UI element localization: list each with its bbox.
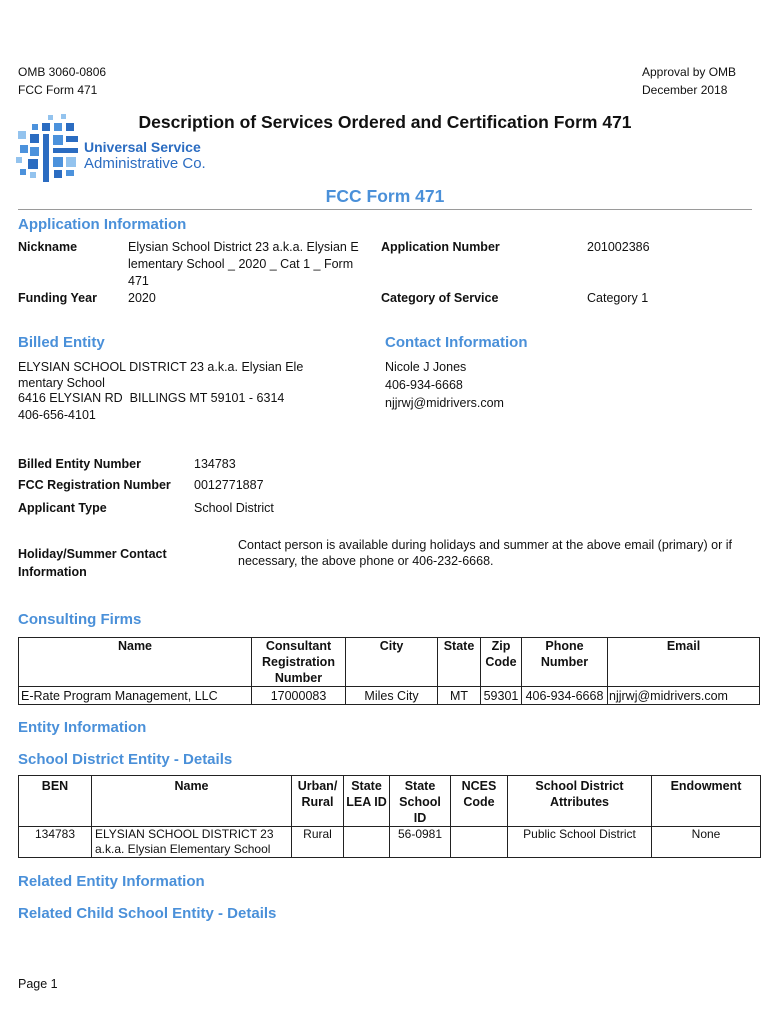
endowment-cell: None (652, 827, 761, 858)
consultant-name-cell: E-Rate Program Management, LLC (19, 687, 252, 705)
category-of-service-value: Category 1 (587, 291, 649, 305)
related-child-school-entity-details-heading: Related Child School Entity - Details (18, 905, 277, 922)
column-header-nces-code: NCES Code (451, 776, 508, 827)
column-header-consultant-registration-number: Consultant Registration Number (252, 638, 346, 687)
logo-name-line1: Universal Service (84, 139, 201, 155)
applicant-type-label: Applicant Type (18, 501, 107, 515)
logo-square (16, 157, 22, 163)
billed-entity-name: ELYSIAN SCHOOL DISTRICT 23 a.k.a. Elysian Ele mentary School (18, 360, 304, 390)
billed-entity-number-label: Billed Entity Number (18, 457, 141, 471)
column-header-school-district-attributes: School District Attributes (508, 776, 652, 827)
logo-square (30, 147, 39, 156)
column-header-ben: BEN (19, 776, 92, 827)
column-header-urban-rural: Urban/ Rural (292, 776, 344, 827)
page-number: Page 1 (18, 977, 58, 991)
logo-square (30, 172, 36, 178)
logo-square (20, 169, 26, 175)
holiday-summer-contact-value: Contact person is available during holidays and summer at the above email (primary) or if necessary, the above phone or 406-232-6668. (238, 538, 732, 568)
consultant-zip-code-cell: 59301 (481, 687, 522, 705)
entity-information-heading: Entity Information (18, 719, 147, 736)
state-lea-id-cell (344, 827, 390, 858)
ben-cell: 134783 (19, 827, 92, 858)
column-header-name: Name (92, 776, 292, 827)
urban-rural-cell: Rural (292, 827, 344, 858)
contact-phone: 406-934-6668 (385, 378, 463, 392)
column-header-name: Name (19, 638, 252, 687)
consulting-firms-table (18, 637, 760, 705)
entity-name-cell: ELYSIAN SCHOOL DISTRICT 23 a.k.a. Elysian Elementary School (92, 827, 292, 858)
approval-label: Approval by OMB (642, 65, 737, 79)
consultant-city-cell: Miles City (346, 687, 438, 705)
logo-square (43, 134, 49, 182)
nickname-value: Elysian School District 23 a.k.a. Elysian E lementary School _ 2020 _ Cat 1 _ Form 471 (128, 240, 359, 288)
billed-entity-address: 6416 ELYSIAN RD BILLINGS MT 59101 - 6314 (18, 391, 285, 405)
billed-entity-phone: 406-656-4101 (18, 408, 96, 422)
consultant-registration-number-cell: 17000083 (252, 687, 346, 705)
table-header-row (19, 776, 761, 827)
document-title: Description of Services Ordered and Certification Form 471 (138, 112, 632, 132)
form-heading: FCC Form 471 (325, 186, 445, 206)
logo-square (66, 136, 78, 142)
nces-code-cell (451, 827, 508, 858)
application-information-heading: Application Information (18, 216, 187, 233)
consultant-state-cell: MT (438, 687, 481, 705)
contact-information-heading: Contact Information (385, 334, 528, 351)
related-entity-information-heading: Related Entity Information (18, 873, 205, 890)
consultant-phone-number-cell: 406-934-6668 (522, 687, 608, 705)
table-header-row (19, 638, 760, 687)
logo-name-line2: Administrative Co. (84, 155, 206, 172)
billed-entity-heading: Billed Entity (18, 334, 105, 351)
column-header-state-school-id: State School ID (390, 776, 451, 827)
logo-square (28, 159, 38, 169)
logo-square (53, 148, 78, 153)
school-district-attributes-cell: Public School District (508, 827, 652, 858)
logo-square (30, 134, 39, 143)
holiday-summer-contact-label: Holiday/Summer Contact Information (18, 547, 167, 579)
contact-name: Nicole J Jones (385, 360, 467, 374)
omb-number: OMB 3060-0806 (18, 65, 107, 79)
school-district-entity-table (18, 775, 761, 858)
logo-square (20, 145, 28, 153)
column-header-endowment: Endowment (652, 776, 761, 827)
contact-email: njjrwj@midrivers.com (385, 396, 504, 410)
application-number-label: Application Number (381, 240, 500, 254)
table-row (19, 827, 761, 858)
category-of-service-label: Category of Service (381, 291, 499, 305)
column-header-email: Email (608, 638, 760, 687)
table-row (19, 687, 760, 705)
consulting-firms-heading: Consulting Firms (18, 611, 142, 628)
column-header-state: State (438, 638, 481, 687)
column-header-city: City (346, 638, 438, 687)
column-header-zip-code: Zip Code (481, 638, 522, 687)
state-school-id-cell: 56-0981 (390, 827, 451, 858)
school-district-entity-details-heading: School District Entity - Details (18, 751, 233, 768)
approval-date: December 2018 (642, 83, 728, 97)
nickname-label: Nickname (18, 240, 78, 254)
column-header-phone-number: Phone Number (522, 638, 608, 687)
column-header-state-lea-id: State LEA ID (344, 776, 390, 827)
logo-square (18, 131, 26, 139)
heading-divider (18, 209, 752, 210)
billed-entity-number-value: 134783 (194, 457, 236, 471)
logo-square (53, 135, 63, 145)
fcc-registration-number-value: 0012771887 (194, 478, 264, 492)
logo-square (54, 170, 62, 178)
logo-square (66, 170, 74, 176)
applicant-type-value: School District (194, 501, 274, 515)
application-number-value: 201002386 (587, 240, 650, 254)
logo-square (66, 157, 76, 167)
fcc-registration-number-label: FCC Registration Number (18, 478, 171, 492)
logo-square (53, 157, 63, 167)
funding-year-value: 2020 (128, 291, 156, 305)
funding-year-label: Funding Year (18, 291, 97, 305)
form-number: FCC Form 471 (18, 83, 98, 97)
consultant-email-cell: njjrwj@midrivers.com (608, 687, 760, 705)
